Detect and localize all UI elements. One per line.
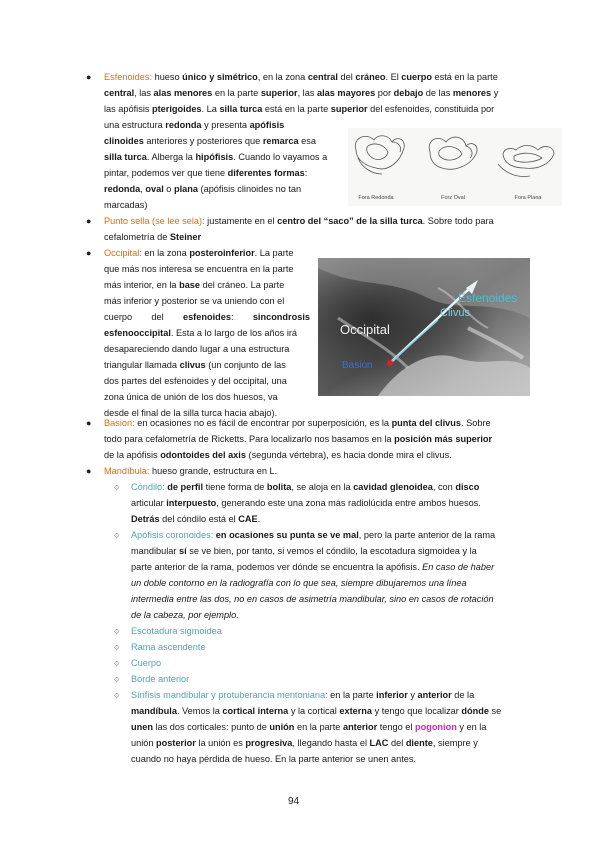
caption-oval: Forz Oval [441,195,465,201]
page-number: 94 [288,796,300,807]
condilo-line-1: Cóndilo: de perfil tiene forma de bolita, se aloja en la cavidad glenoidea, con disco [131,482,480,492]
occipital-line-4: más inferior y posterior se va uniendo con el [104,296,285,306]
coronoides-line-1: Apófisis coronoides: en ocasiones su punta se ve mal, pero la parte anterior de la rama [131,530,496,540]
coronoides-line-3: parte anterior de la rama, podemos ver dónde se encuentra la apófisis. En caso de haber [131,562,495,572]
xray-label-occipital: Occipital [340,322,390,337]
coronoides-line-4: un doble contorno en la radiografía con lo que sea, siempre dibujaremos una línea [131,578,467,588]
term-condilo: Cóndilo: [131,482,165,492]
coronoides-line-2: mandibular sí se ve bien, por tanto, si vemos el cóndilo, la escotadura sigmoidea y la [131,546,477,556]
occipital-line-9: dos partes del esfenoides y del occipital, una [104,376,287,386]
term-occipital: Occipital: [104,248,142,258]
occipital-line-7: desapareciendo dando lugar a una estructura [104,344,290,354]
esfenoides-line-3: las apófisis pterigoides. La silla turca está en la parte superior del esfenoides, constituida por [104,104,495,114]
term-mandibula: Mandíbula: [104,466,150,476]
term-coronoides: Apófisis coronoides: [131,530,214,540]
sub-bullet-marker: ○ [114,642,120,652]
basion-line-3: de la apófisis odontoides del axis (segunda vértebra), es hacia donde mira el clivus. [104,450,452,460]
bullet-marker: ● [86,72,92,82]
sinfisis-line-4: unión posterior la unión es progresiva, llegando hasta el LAC del diente, siempre y [131,738,478,748]
sub-bullet-marker: ○ [114,658,120,668]
occipital-line-1: Occipital: en la zona posteroinferior. La parte [104,248,294,258]
sub-bullet-marker: ○ [114,626,120,636]
skull-xray-figure [318,258,530,396]
occipital-line-10: zona única de unión de los dos huesos, va [104,392,278,402]
esfenoides-line-4: una estructura redonda y presenta apófisis [104,120,285,130]
basion-line-2: todo para cefalometría de Ricketts. Para localizarlo nos basamos en la posición más superior [104,434,493,444]
condilo-line-3: Detrás del cóndilo está el CAE. [131,514,261,524]
sella-turcica-shapes-figure [348,128,562,206]
xray-label-clivus: Clivus [440,307,470,319]
term-punto-sella: Punto sella (se lee sela): [104,216,205,226]
esfenoides-line-7: pintar, podemos ver que tiene diferentes formas: [104,168,308,178]
borde-anterior-item: Borde anterior [131,674,190,684]
sinfisis-line-3: unen las dos corticales: punto de unión en la parte anterior tengo el pogonion y en la [131,722,487,732]
sella-line-2: cefalometría de Steiner [104,232,202,242]
caption-flat: Fora Plana [514,195,542,201]
term-pogonion: pogonion [414,722,457,732]
esfenoides-line-1: Esfenoides: hueso único y simétrico, en la zona central del cráneo. El cuerpo está en la parte [104,72,498,82]
sella-line-1: Punto sella (se lee sela): justamente en el centro del “saco” de la silla turca. Sobre todo para [104,216,494,226]
escotadura-sigmoidea-item: Escotadura sigmoidea [131,626,222,636]
condilo-line-2: articular interpuesto, generando este una zona más radiolúcida entre ambos huesos. [131,498,481,508]
bullet-marker: ● [86,216,92,226]
term-basion: Basion: [104,418,135,428]
sub-bullet-marker: ○ [114,530,120,540]
rama-ascendente-item: Rama ascendente [131,642,206,652]
coronoides-line-5: intermedia entre las dos, no en casos de asimetría mandibular, sino en casos de rotación [131,594,494,604]
occipital-line-5: cuerpo del esfenoides: sincondrosis [104,312,310,322]
basion-point [387,360,393,366]
coronoides-line-6: de la cabeza, por ejemplo. [131,610,239,620]
xray-label-basion: Basion [342,360,373,371]
esfenoides-line-5: clinoides anteriores y posteriores que remarca esa [104,136,316,146]
occipital-line-8: triangular llamada clivus (un conjunto de las [104,360,286,370]
sinfisis-line-2: mandíbula. Vemos la cortical interna y la cortical externa y tengo que localizar dónde se [131,706,502,716]
term-esfenoides: Esfenoides: [104,72,153,82]
sub-bullet-marker: ○ [114,482,120,492]
occipital-line-2: que más nos interesa se encuentra en la parte [104,264,294,274]
caption-round: Fora Redonda [358,195,394,201]
esfenoides-line-9: marcadas) [104,200,148,210]
esfenoides-line-2: central, las alas menores en la parte superior, las alas mayores por debajo de las menores y [104,88,499,98]
occipital-line-11: desde el final de la silla turca hacia abajo). [104,408,278,418]
basion-line-1: Basion: en ocasiones no es fácil de encontrar por superposición, es la punta del clivus. Sobre [104,418,491,428]
xray-label-esfenoides: Esfenoides [458,291,518,305]
sinfisis-line-5: cuando no haya pérdida de hueso. En la parte anterior se unen antes. [131,754,417,764]
esfenoides-line-6: silla turca. Alberga la hipófisis. Cuando lo vayamos a [104,152,328,162]
mandibula-line-1: Mandíbula: hueso grande, estructura en L. [104,466,278,476]
sinfisis-line-1: Sínfisis mandibular y protuberancia mentoniana: en la parte inferior y anterior de la [131,690,475,700]
term-sinfisis: Sínfisis mandibular y protuberancia mentoniana: [131,690,328,700]
esfenoides-line-8: redonda, oval o plana (apófisis clinoides no tan [104,184,302,194]
bullet-marker: ● [86,418,92,428]
bullet-marker: ● [86,248,92,258]
bullet-marker: ● [86,466,92,476]
occipital-line-3: más interior, en la base del cráneo. La parte [104,280,285,290]
occipital-line-6: esfenooccipital. Esta a lo largo de los años irá [104,328,298,338]
cuerpo-item: Cuerpo [131,658,162,668]
sub-bullet-marker: ○ [114,690,120,700]
sub-bullet-marker: ○ [114,674,120,684]
